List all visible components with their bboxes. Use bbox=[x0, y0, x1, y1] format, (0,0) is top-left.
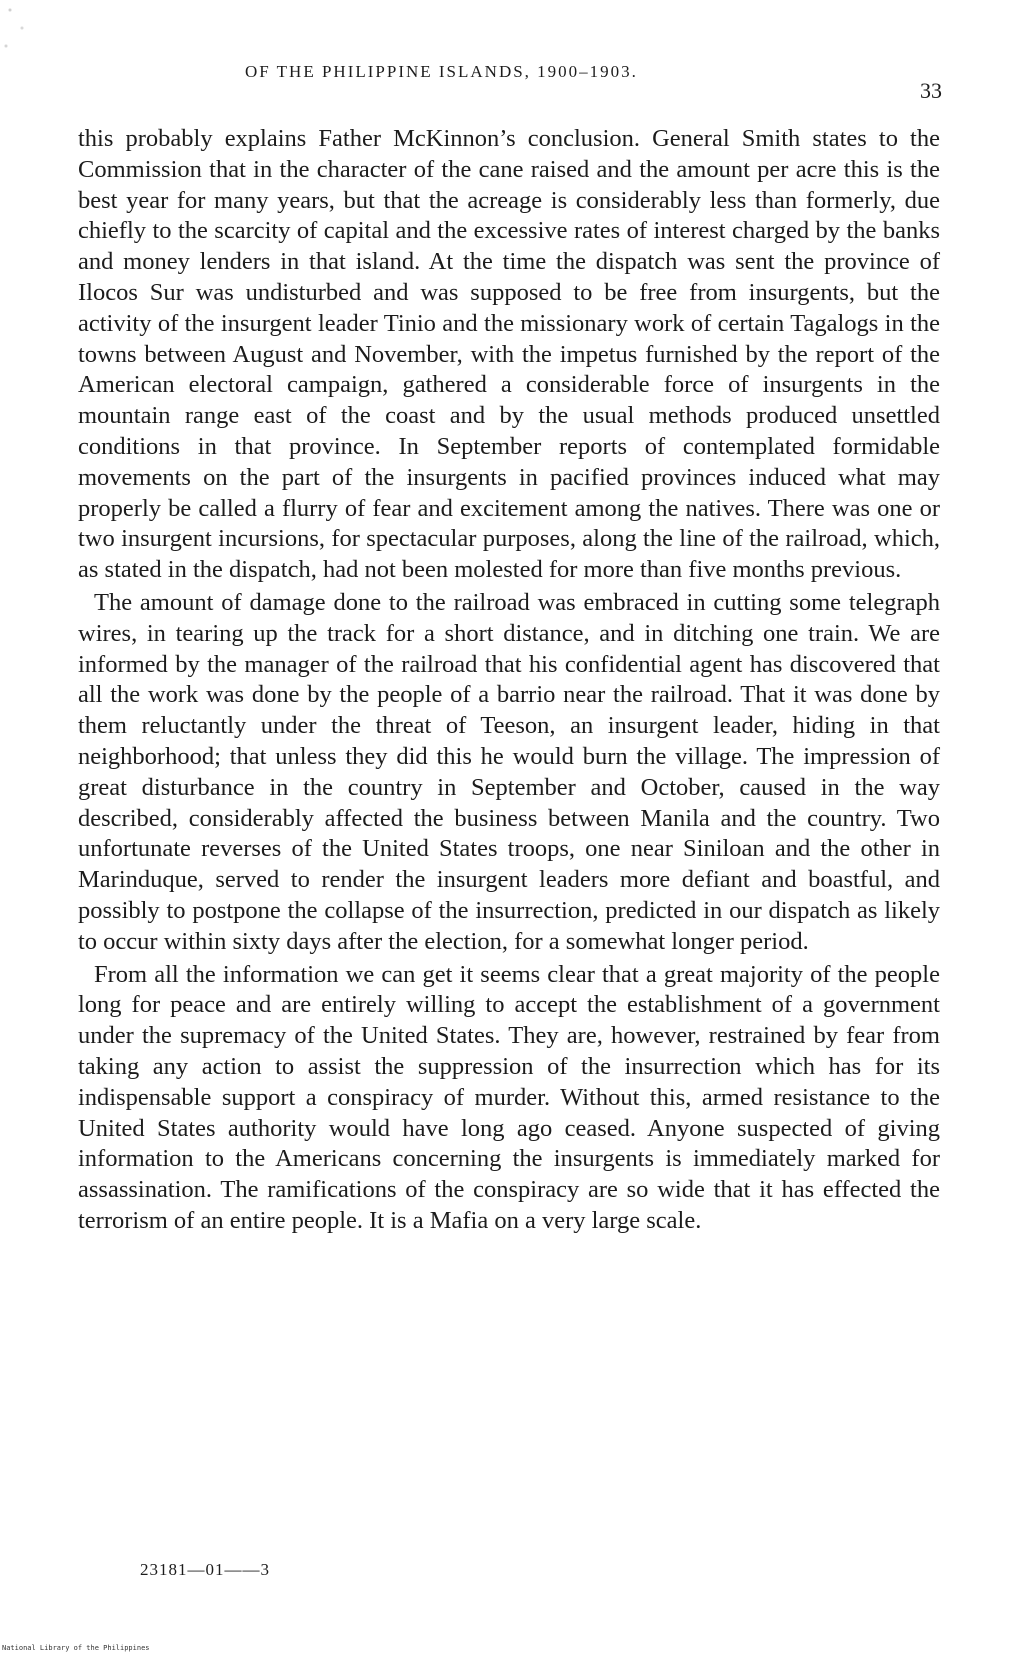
paragraph-3: From all the information we can get it seems clear that a great majority of the people long for peace and are entirely willing to accept the establishment of a government under the supremacy of the United States. They are, however, restrained by fear from taking any action to assist the suppression of the insurrection which has for its indispensable support a conspiracy of murder. Without this, armed resistance to the United States authority would have long ago ceased. Anyone suspected of giving information to the Americans concerning the insurgents is immediately marked for assassination. The ramifications of the conspiracy are so wide that it has effected the terrorism of an entire people. It is a Mafia on a very large scale. bbox=[78, 960, 940, 1234]
signature-mark: 23181—01——3 bbox=[140, 1560, 270, 1579]
paragraph-2: The amount of damage done to the railroad was embraced in cutting some telegraph wires, in tearing up the track for a short distance, and in ditching one train. We are informed by the manager of the railroad that his confidential agent has discovered that all the work was done by the people of a barrio near the railroad. That it was done by them reluctantly under the threat of Teeson, an insurgent leader, hiding in that neighborhood; that unless they did this he would burn the village. The impression of great disturbance in the country in September and October, caused in the way described, considerably affected the business between Manila and the country. Two unfortunate reverses of the United States troops, one near Siniloan and the other in Marinduque, served to render the insurgent leaders more defiant and boastful, and possibly to postpone the collapse of the insurrection, predicted in our dispatch as likely to occur within sixty days after the election, for a somewhat longer period. bbox=[78, 588, 940, 955]
paragraph-1: this probably explains Father McKinnon’s conclusion. General Smith states to the Commission that in the character of the cane raised and the amount per acre this is the best year for many years, but that the acreage is considerably less than formerly, due chiefly to the scarcity of capital and the excessive rates of interest charged by the banks and money lenders in that island. At the time the dispatch was sent the province of Ilocos Sur was undisturbed and was supposed to be free from insurgents, but the activity of the insurgent leader Tinio and the missionary work of certain Tagalogs in the towns between August and November, with the impetus furnished by the report of the American electoral campaign, gathered a considerable force of insurgents in the mountain range east of the coast and by the usual methods produced unsettled conditions in that province. In September reports of contemplated formidable movements on the part of the insurgents in pacified provinces induced what may properly be called a flurry of fear and excitement among the natives. There was one or two insurgent incursions, for spectacular purposes, along the line of the railroad, which, as stated in the dispatch, had not been molested for more than five months previous. bbox=[78, 125, 940, 584]
page-number: 33 bbox=[920, 78, 942, 103]
scan-speckle bbox=[0, 0, 40, 70]
body-text bbox=[78, 124, 940, 1237]
scan-credit: National Library of the Philippines bbox=[2, 1644, 150, 1652]
running-title: OF THE PHILIPPINE ISLANDS, 1900–1903. bbox=[245, 62, 638, 81]
